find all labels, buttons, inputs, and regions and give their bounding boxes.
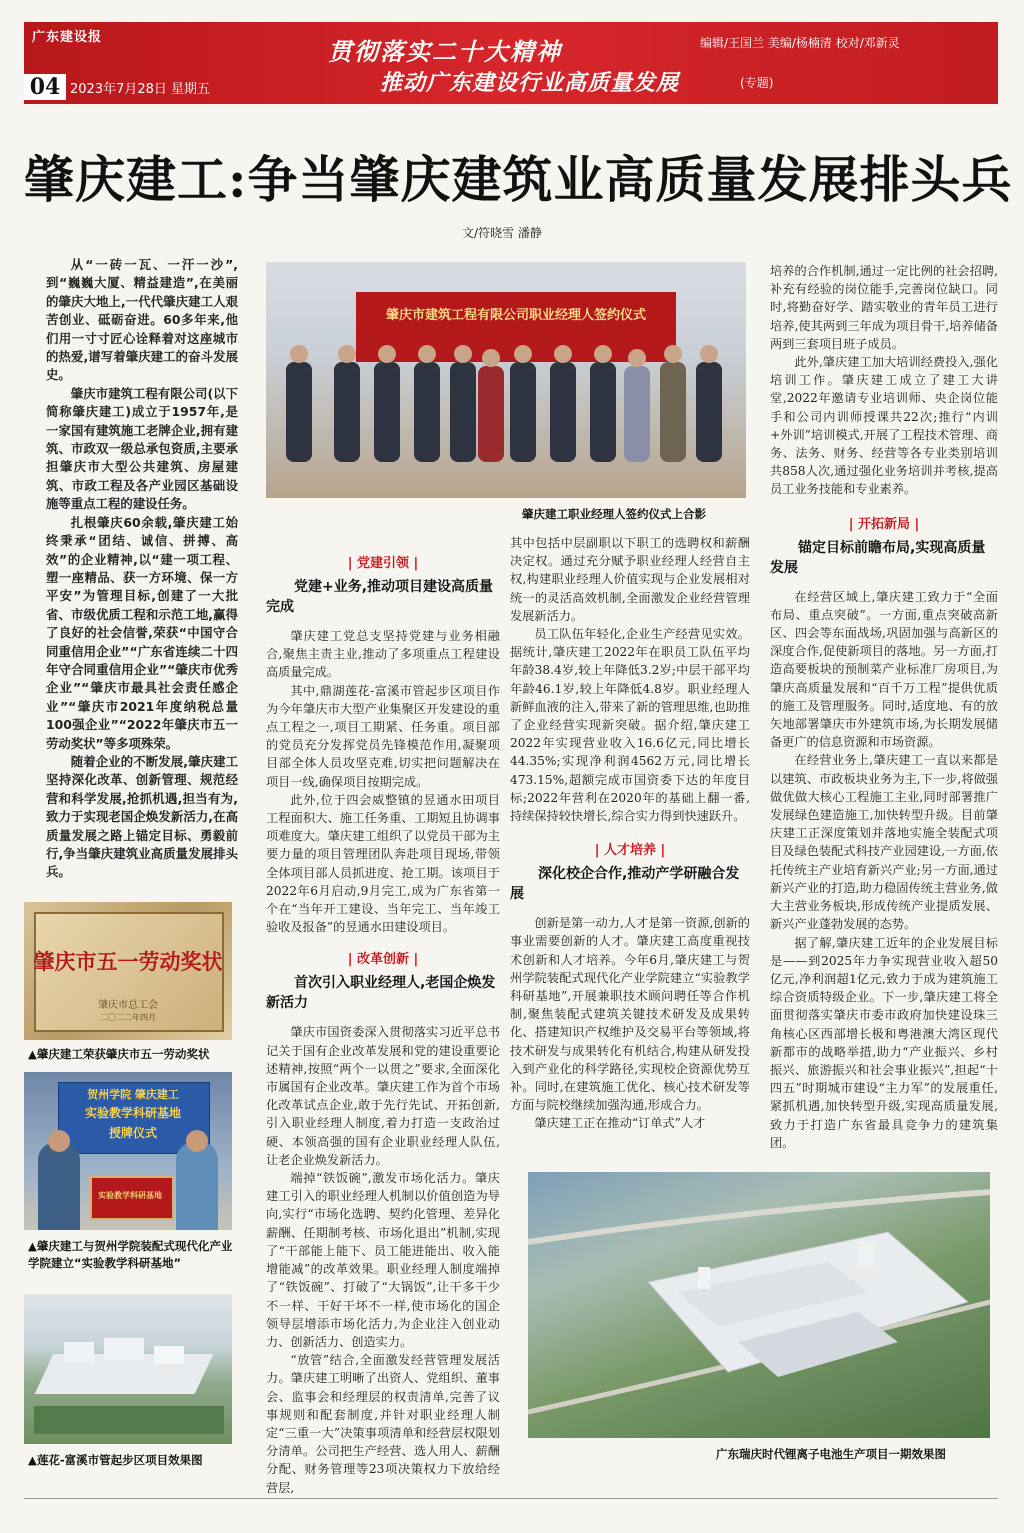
paragraph: 肇庆建工党总支坚持党建与业务相融合,聚焦主责主业,推动了多项重点工程建设高质量完成。 — [266, 629, 500, 680]
section-label-reform: | 改革创新 | — [347, 952, 419, 968]
paragraph: 据了解,肇庆建工近年的企业发展目标是——到2025年力争实现营业收入超50亿元,净利润超1亿元,致力于成为建筑施工综合资质特级企业。下一步,肇庆建工将全面贯彻落实肇庆市委市政府加快建设珠三角核心区西部增长极和粤港澳大湾区现代新都市的战略举措,助力“产业振兴、乡村振兴、旅游振兴和社会事业振兴”,担起“十四五”时期城市建设“主力军”的发展重任,紧抓机遇,加快转型升级,实现高质量发展,致力于打造广东省最具竞争力的建筑集团。 — [770, 935, 998, 1150]
backdrop-line3: 授牌仪式 — [108, 1126, 157, 1140]
column-2 — [266, 552, 500, 1497]
section-tag: (专题) — [740, 76, 774, 90]
signing-group-figures — [266, 262, 746, 498]
award-caption: ▲肇庆建工荣获肇庆市五一劳动奖状 — [28, 1047, 210, 1061]
section-title-party: 党建+业务,推动项目建设高质量完成 — [266, 579, 494, 615]
paragraph: 员工队伍年轻化,企业生产经营见实效。据统计,肇庆建工2022年在职员工队伍平均年龄38.4岁,较上年降低3.2岁;中层干部平均年龄46.1岁,较上年降低4.8岁。职业经理人新鲜血液的注入,带来了新的管理思维,也助推了企业经营实现新突破。据介绍,肇庆建工2022年实现营业收入16.6亿元,同比增长44.35%;实现净利润4562万元,同比增长473.15%,超额完成市国资委下达的年度目标;2022年营利在2020年的基础上翻一番,持续保持较快增长,综合实力得到快速跃升。 — [510, 627, 750, 824]
editor-credits: 编辑/王国兰 美编/杨楠清 校对/邓新灵 — [700, 36, 900, 50]
paragraph: 在经营区域上,肇庆建工致力于“全面布局、重点突破”。一方面,重点突破高新区、四会等东面战场,巩固加强与高新区的深度合作,促使新项目的落地。另一方面,打造高要板块的预制菜产业标准厂房项目,为肇庆高质量发展和“百千万工程”提供优质的施工及管理服务。同时,适度地、有的放矢地部署肇庆市外建筑市场,为长期发展储备更广的信息资源和市场资源。 — [770, 589, 998, 750]
battery-project-rendering — [528, 1172, 990, 1438]
signing-ceremony-photo — [266, 262, 746, 498]
section-title-development: 锚定目标前瞻布局,实现高质量发展 — [770, 539, 986, 576]
paragraph: 其中包括中层副职以下职工的选聘权和薪酬决定权。通过充分赋予职业经理人经营自主权,构建职业经理人价值实现与企业发展相对统一的灵活高效机制,全面激发企业经营管理发展新活力。 — [510, 536, 750, 623]
lianhua-project-rendering — [24, 1294, 232, 1444]
award-plaque-photo — [24, 902, 232, 1040]
section-title-line1: 贯彻落实二十大精神 — [328, 38, 562, 66]
column-3 — [510, 534, 750, 1133]
lead-paragraph: 肇庆市建筑工程有限公司(以下简称肇庆建工)成立于1957年,是一家国有建筑施工老牌企业,拥有建筑、市政双一级总承包资质,主要承担肇庆市大型公共建筑、房屋建筑、市政工程及各产业园区基础设施等重点工程的建设任务。 — [46, 385, 238, 512]
lead-paragraph: 从“一砖一瓦、一汗一沙”,到“巍巍大厦、精益建造”,在美丽的肇庆大地上,一代代肇庆建工人艰苦创业、砥砺奋进。60多年来,他们用一寸寸匠心诠释着对这座城市的热爱,谱写着肇庆建工的奋斗发展史。 — [46, 257, 238, 383]
page-bottom-rule — [24, 1498, 998, 1499]
research-base-caption: ▲肇庆建工与贺州学院装配式现代化产业学院建立“实验教学科研基地” — [28, 1239, 233, 1270]
section-title-reform: 首次引入职业经理人,老国企焕发新活力 — [266, 975, 496, 1012]
issue-date: 2023年7月28日 星期五 — [70, 82, 211, 97]
paragraph: 创新是第一动力,人才是第一资源,创新的事业需要创新的人才。肇庆建工高度重视技术创新和人才培养。今年6月,肇庆建工与贺州学院装配式现代化产业学院建立“实验教学科研基地”,开展兼职技术顾问聘任等合作机制,聚焦装配式建筑关键技术研发及成果转化、搭建知识产权维护及交易平台等领域,将技术研发与成果转化有机结合,构建从研发投入到产业化的科学路径,实现校企资源优势互补。同时,在建筑施工优化、核心技术研发等方面与院校继续加强沟通,形成合力。 — [510, 916, 750, 1113]
lead-paragraph: 随着企业的不断发展,肇庆建工坚持深化改革、创新管理、规范经营和科学发展,抢抓机遇,担当有为,致力于实现老国企焕发新活力,在高质量发展之路上锚定目标、勇毅前行,争当肇庆建筑业高质量发展排头兵。 — [46, 753, 238, 880]
newspaper-logo: 广东建设报 — [32, 30, 103, 45]
section-label-talent: | 人才培养 | — [594, 843, 666, 859]
lead-paragraph: 扎根肇庆60余载,肇庆建工始终秉承“团结、诚信、拼搏、高效”的企业精神,以“建一项工程、塑一座精品、获一方环境、保一方平安”为管理目标,创建了一大批省、市级优质工程和示范工地,赢得了良好的社会信誉,荣获“中国守合同重信用企业”“广东省连续二十四年守合同重信用企业”“肇庆市优秀企业”“肇庆市最具社会责任感企业”“肇庆市2021年度纳税总量100强企业”“2022年肇庆市五一劳动奖状”等多项殊荣。 — [46, 514, 238, 751]
paragraph: 端掉“铁饭碗”,激发市场化活力。肇庆建工引入的职业经理人机制以价值创造为导向,实行“市场化选聘、契约化管理、差异化薪酬、任期制考核、市场化退出”机制,实现了“干部能上能下、员工能进能出、收入能增能减”的改革效果。职业经理人制度端掉了“铁饭碗”、打破了“大锅饭”,让干多干少不一样、干好干坏不一样,使市场化的国企领导层增添市场化活力,为企业注入创业动力、创新活力、创造实力。 — [266, 1171, 500, 1349]
battery-caption: 广东瑞庆时代锂离子电池生产项目一期效果图 — [716, 1447, 946, 1461]
paragraph: “放管”结合,全面激发经营管理发展活力。肇庆建工明晰了出资人、党组织、董事会、监事会和经理层的权责清单,完善了议事规则和配套制度,并针对职业经理人制定“三重一大”决策事项清单和经营层权限划分清单。公司把生产经营、选人用人、薪酬分配、财务管理等23项决策权力下放给经营层, — [266, 1353, 500, 1495]
paragraph: 在经营业务上,肇庆建工一直以来都是以建筑、市政板块业务为主,下一步,将做强做优做大核心工程施工主业,同时部署推广发展绿色建造施工,加快转型升级。目前肇庆建工正深度策划并落地实施全装配式项目及绿色装配式科技产业园建设,一方面,依托传统主产业培育新兴产业;另一方面,通过新兴产业的打造,助力稳固传统主营业务,做大主营业务板块,形成传统产业提质发展、新兴产业蓬勃发展的态势。 — [770, 753, 998, 932]
signing-banner: 肇庆市建筑工程有限公司职业经理人签约仪式 — [385, 308, 646, 323]
backdrop-line1: 贺州学院 肇庆建工 — [87, 1088, 179, 1101]
section-title-talent: 深化校企合作,推动产学研融合发展 — [510, 866, 740, 903]
award-title: 肇庆市五一劳动奖状 — [33, 949, 223, 974]
signing-caption: 肇庆建工职业经理人签约仪式上合影 — [522, 507, 706, 521]
lianhua-caption: ▲莲花-富溪市管起步区项目效果图 — [28, 1453, 203, 1467]
paragraph: 此外,肇庆建工加大培训经费投入,强化培训工作。肇庆建工成立了建工大讲堂,2022年邀请专业培训师、央企岗位能手和公司内训师授课共22次;推行“内训+外训”培训模式,开展了工程技术管理、商务、法务、财务、经营等各专业类别培训共858人次,通过强化业务培训并考核,提高员工业务技能和专业素养。 — [770, 355, 998, 497]
paragraph: 肇庆建工正在推动“订单式”人才 — [534, 1116, 706, 1131]
lead-text — [46, 256, 238, 882]
paragraph: 培养的合作机制,通过一定比例的社会招聘,补充有经验的岗位能手,完善岗位缺口。同时,将勤奋好学、踏实敬业的青年员工进行培养,使其两到三年成为项目骨干,培养储备两到三套项目班子成员。 — [770, 264, 998, 351]
paragraph: 其中,鼎湖莲花-富溪市管起步区项目作为今年肇庆市大型产业集聚区开发建设的重点工程之一,项目工期紧、任务重。项目部的党员充分发挥党员先锋模范作用,凝聚项目部全体人员攻坚克难,切实把问题解决在项目一线,确保项目按期完成。 — [266, 683, 500, 789]
article-headline: 肇庆建工:争当肇庆建筑业高质量发展排头兵 — [24, 150, 1013, 209]
research-base-photo — [24, 1072, 232, 1230]
section-label-development: | 开拓新局 | — [848, 516, 920, 532]
award-issuer: 肇庆市总工会 — [98, 1000, 158, 1011]
column-4 — [770, 262, 998, 1152]
award-year: 二〇二二年四月 — [100, 1013, 156, 1022]
byline: 文/符晓雪 潘静 — [462, 226, 542, 240]
paragraph: 此外,位于四会威整镇的昱通水田项目工程面积大、施工任务重、工期短且协调事项难度大。肇庆建工组织了以党员干部为主要力量的项目管理团队奔赴项目现场,带领全体项目部人员抓进度、抢工期。该项目于2022年6月启动,9月完工,成为广东省第一个在“当年开工建设、当年完工、当年竣工验收及报备”的昱通水田建设项目。 — [266, 792, 500, 935]
plaque-text: 实验教学科研基地 — [98, 1191, 162, 1200]
aerial-view-illustration — [528, 1172, 990, 1438]
paragraph: 肇庆市国资委深入贯彻落实习近平总书记关于国有企业改革发展和党的建设重要论述精神,按照“两个一以贯之”要求,全面深化市属国有企业改革。肇庆建工作为首个市场化改革试点企业,敢于先行先试、开拓创新,引入职业经理人制度,着力打造一支政治过硬、本领高强的国有企业职业经理人队伍,让老企业焕发新活力。 — [266, 1025, 500, 1167]
section-label-party: | 党建引领 | — [347, 556, 419, 571]
page-number: 04 — [24, 74, 66, 100]
section-title-line2: 推动广东建设行业高质量发展 — [380, 71, 680, 96]
backdrop-line2: 实验教学科研基地 — [84, 1106, 181, 1120]
